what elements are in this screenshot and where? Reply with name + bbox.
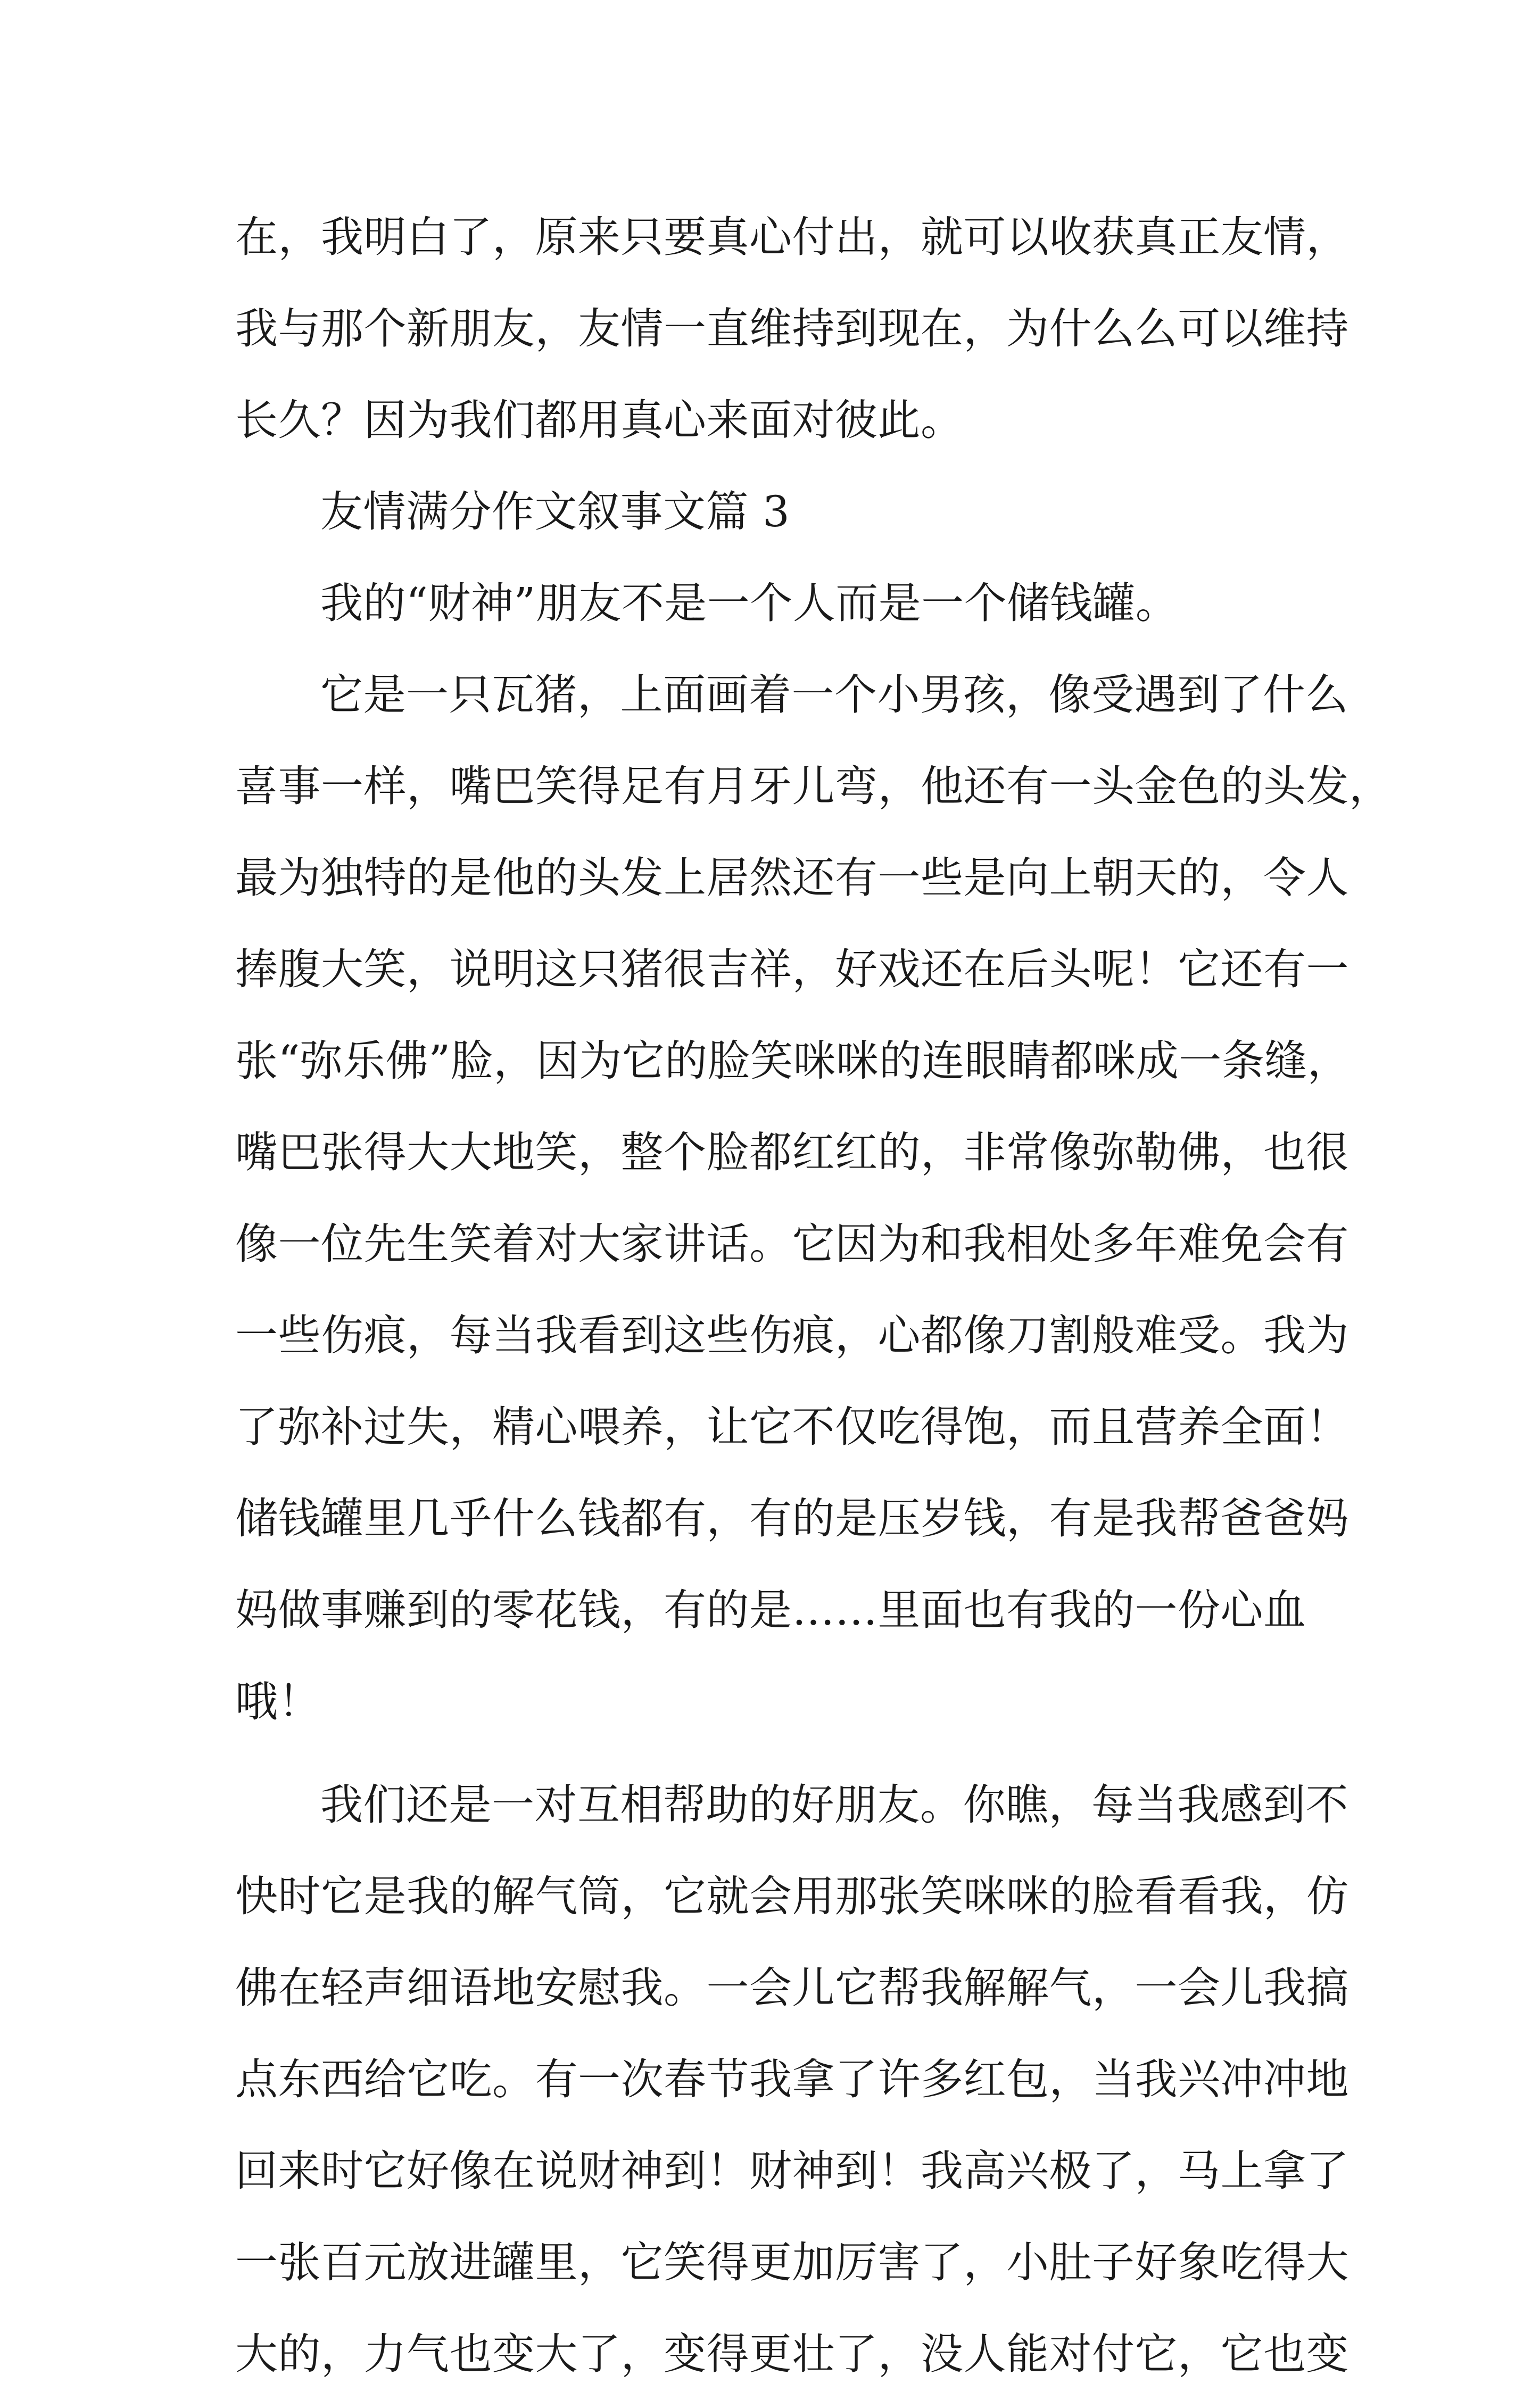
text-line: 回来时它好像在说财神到！财神到！我高兴极了，马上拿了 — [235, 2146, 1349, 2196]
text-line: 妈做事赚到的零花钱，有的是……里面也有我的一份心血 — [235, 1585, 1306, 1635]
text-line: 捧腹大笑，说明这只猪很吉祥，好戏还在后头呢！它还有一 — [235, 945, 1349, 994]
text-line: 一张百元放进罐里，它笑得更加厉害了，小肚子好象吃得大 — [235, 2238, 1349, 2287]
text-line: 长久？因为我们都用真心来面对彼此。 — [235, 395, 964, 445]
text-line: 最为独特的是他的头发上居然还有一些是向上朝天的，令人 — [235, 853, 1349, 903]
text-line: 哦！ — [235, 1677, 321, 1726]
text-line: 它是一只瓦猪，上面画着一个小男孩，像受遇到了什么 — [320, 670, 1348, 719]
text-line: 我们还是一对互相帮助的好朋友。你瞧，每当我感到不 — [320, 1780, 1348, 1830]
text-line: 在，我明白了，原来只要真心付出，就可以收获真正友情， — [235, 212, 1349, 262]
document-page — [235, 192, 1392, 2400]
text-line: 一些伤痕，每当我看到这些伤痕，心都像刀割般难受。我为 — [235, 1311, 1349, 1360]
text-line: 快时它是我的解气筒，它就会用那张笑咪咪的脸看看我，仿 — [235, 1872, 1349, 1921]
text-line: 我与那个新朋友，友情一直维持到现在，为什么么可以维持 — [235, 304, 1349, 353]
text-line: 储钱罐里几乎什么钱都有，有的是压岁钱，有是我帮爸爸妈 — [235, 1494, 1349, 1543]
text-line: 点东西给它吃。有一次春节我拿了许多红包，当我兴冲冲地 — [235, 2055, 1349, 2104]
text-line: 嘴巴张得大大地笑，整个脸都红红的，非常像弥勒佛，也很 — [235, 1128, 1349, 1177]
text-line: 像一位先生笑着对大家讲话。它因为和我相处多年难免会有 — [235, 1219, 1349, 1269]
text-line: 我的“财神”朋友不是一个人而是一个储钱罐。 — [320, 578, 1179, 628]
text-line: 佛在轻声细语地安慰我。一会儿它帮我解解气，一会儿我搞 — [235, 1963, 1349, 2013]
text-line: 了弥补过失，精心喂养，让它不仅吃得饱，而且营养全面！ — [235, 1402, 1349, 1452]
text-line: 友情满分作文叙事文篇 3 — [320, 487, 790, 536]
text-line: 大的，力气也变大了，变得更壮了，没人能对付它，它也变 — [235, 2329, 1349, 2379]
text-line: 喜事一样，嘴巴笑得足有月牙儿弯，他还有一头金色的头发， — [235, 762, 1392, 811]
text-line: 张“弥乐佛”脸，因为它的脸笑咪咪的连眼睛都咪成一条缝， — [235, 1036, 1351, 1086]
